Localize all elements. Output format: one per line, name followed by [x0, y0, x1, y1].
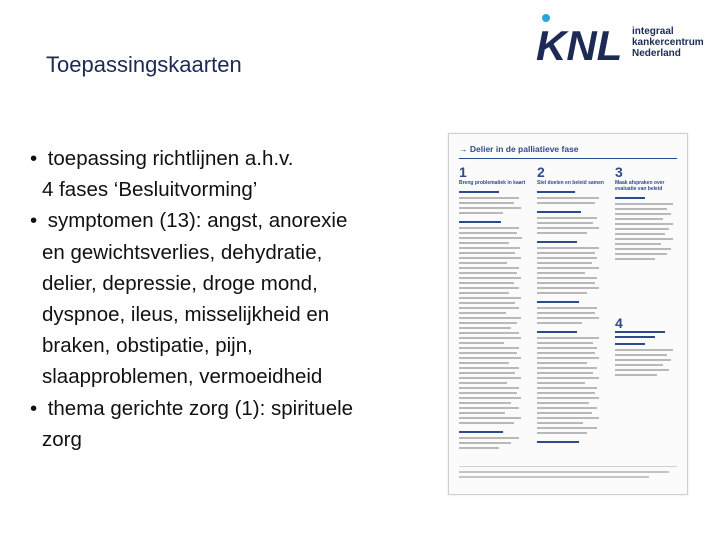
- bullet-item: [30, 393, 440, 455]
- logo-line-3: Nederland: [632, 48, 681, 59]
- slide-title: Toepassingskaarten: [46, 52, 242, 77]
- bullet-line: delier, depressie, droge mond,: [42, 271, 318, 295]
- bullet-line: thema gerichte zorg (1): spirituele: [47, 396, 354, 420]
- document-footer-lines: [459, 466, 677, 480]
- column-text-lines: [459, 189, 527, 479]
- svg-text:KNL: KNL: [536, 22, 623, 68]
- bullet-list: [30, 143, 440, 455]
- bullet-line: zorg: [42, 427, 82, 451]
- bullet-item: [30, 143, 440, 205]
- column-title: Stel doelen en beleid samen: [537, 180, 604, 186]
- column-number: 4: [615, 315, 623, 331]
- bullet-line: dyspnoe, ileus, misselijkheid en: [42, 303, 330, 327]
- column-title: Breng problematiek in kaart: [459, 180, 526, 186]
- bullet-line: 4 fases ‘Besluitvorming’: [42, 178, 258, 202]
- column-text-lines: [537, 189, 605, 479]
- bullet-line: slaapproblemen, vermoeidheid: [42, 365, 323, 389]
- knl-logo-mark: [536, 12, 632, 68]
- bullet-dot-icon: •: [30, 147, 38, 170]
- document-thumbnail: [448, 133, 688, 495]
- bullet-line: braken, obstipatie, pijn,: [42, 334, 253, 358]
- column-number: 1: [459, 164, 467, 180]
- bullet-dot-icon: •: [30, 209, 38, 233]
- column-title: Maak afspraken over evaluatie van beleid: [615, 180, 665, 192]
- document-divider: [459, 158, 677, 159]
- bullet-line: toepassing richtlijnen a.h.v.: [47, 147, 294, 170]
- column-number: 2: [537, 164, 545, 180]
- document-column-1: [459, 164, 527, 479]
- document-heading: → Delier in de palliatieve fase: [459, 144, 579, 154]
- logo-text: [632, 26, 704, 59]
- document-column-3: [615, 164, 683, 391]
- bullet-line: en gewichtsverlies, dehydratie,: [42, 240, 323, 264]
- column-text-lines: [615, 195, 677, 315]
- bullet-dot-icon: •: [30, 396, 38, 420]
- bullet-item: [30, 205, 440, 392]
- logo-line-1: integraal: [632, 26, 674, 37]
- knl-logo: [536, 12, 704, 68]
- bullet-line: symptomen (13): angst, anorexie: [47, 209, 348, 233]
- logo-line-2: kankercentrum: [632, 37, 704, 48]
- document-column-2: [537, 164, 605, 479]
- column-number: 3: [615, 164, 623, 180]
- column-text-lines: [615, 331, 677, 391]
